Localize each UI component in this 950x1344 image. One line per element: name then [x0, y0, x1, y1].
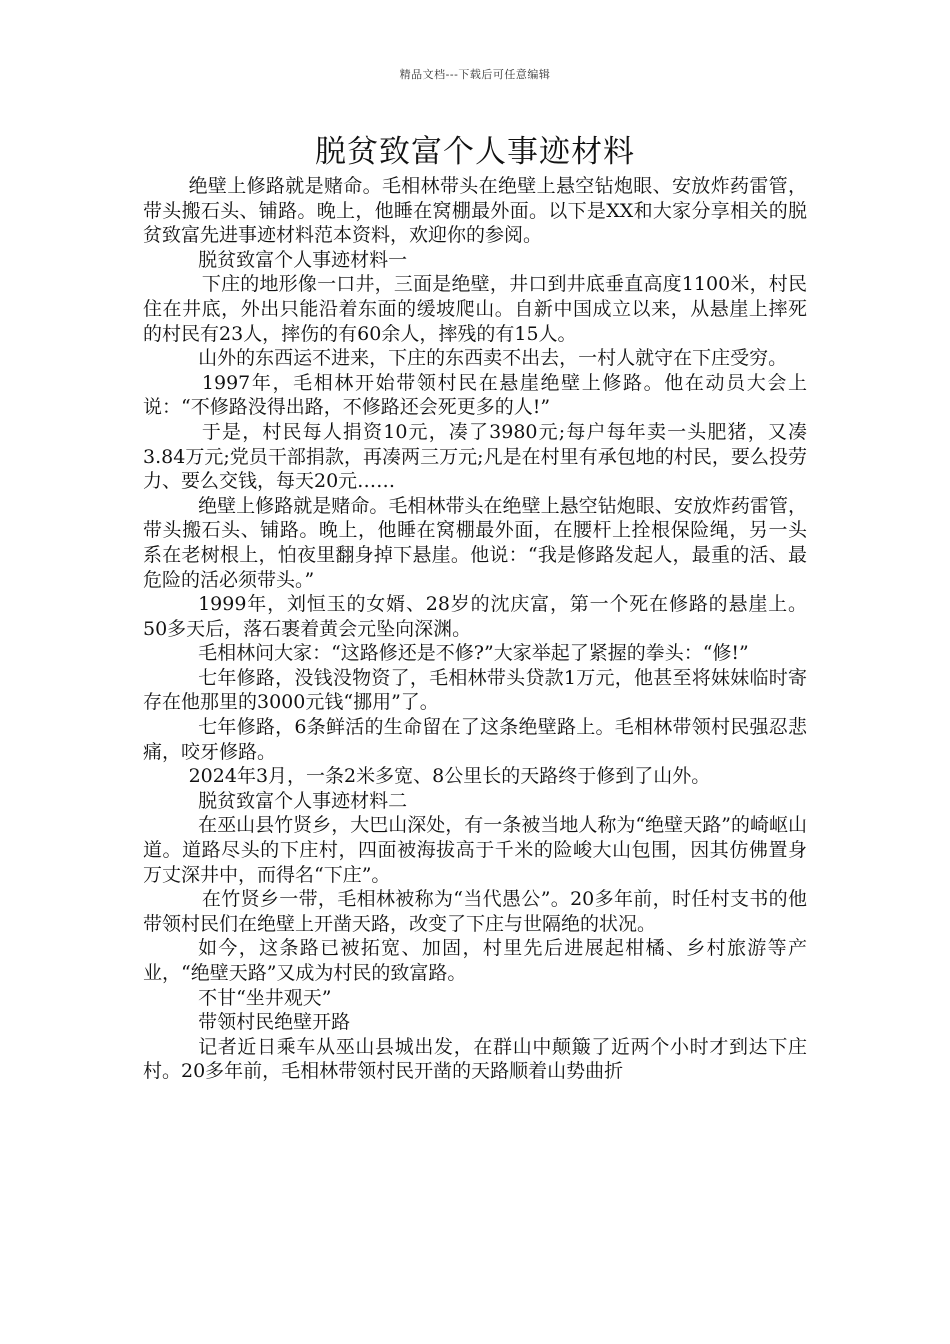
section-heading-1: 脱贫致富个人事迹材料一: [198, 248, 408, 271]
body-paragraph: 七年修路，没钱没物资了，毛相林带头贷款1万元，他甚至将妹妹临时寄存在他那里的3000元钱“挪用”了。: [143, 666, 807, 714]
body-paragraph: 2024年3月，一条2米多宽、8公里长的天路终于修到了山外。: [188, 765, 711, 788]
body-paragraph: 在竹贤乡一带，毛相林被称为“当代愚公”。20多年前，时任村支书的他带领村民们在绝壁上开凿天路，改变了下庄与世隔绝的状况。: [143, 888, 807, 935]
subheading: 带领村民绝壁开路: [198, 1011, 351, 1034]
body-paragraph: 记者近日乘车从巫山县城出发，在群山中颠簸了近两个小时才到达下庄村。20多年前，毛相林带领村民开凿的天路顺着山势曲折: [143, 1035, 807, 1083]
document-body: [143, 174, 807, 1084]
page-header: 精品文档---下载后可任意编辑: [399, 68, 551, 81]
body-paragraph: 于是，村民每人捐资10元，凑了3980元;每户每年卖一头肥猪，又凑3.84万元;党员干部捐款，再凑两三万元;凡是在村里有承包地的村民，要么投劳力、要么交钱，每天20元……: [143, 420, 807, 493]
intro-paragraph: 绝壁上修路就是赌命。毛相林带头在绝壁上悬空钻炮眼、安放炸药雷管，带头搬石头、铺路。晚上，他睡在窝棚最外面。以下是XX和大家分享相关的脱贫致富先进事迹材料范本资料，欢迎你的参阅。: [143, 175, 807, 247]
body-paragraph: 山外的东西运不进来，下庄的东西卖不出去，一村人就守在下庄受穷。: [198, 347, 788, 370]
section-heading-2: 脱贫致富个人事迹材料二: [198, 789, 408, 812]
body-paragraph: 绝壁上修路就是赌命。毛相林带头在绝壁上悬空钻炮眼、安放炸药雷管，带头搬石头、铺路。晚上，他睡在窝棚最外面，在腰杆上拴根保险绳，另一头系在老树根上，怕夜里翻身掉下悬崖。他说：“我是修路发起人，最重的活、最危险的活必须带头。”: [143, 494, 807, 591]
body-paragraph: 在巫山县竹贤乡，大巴山深处，有一条被当地人称为“绝壁天路”的崎岖山道。道路尽头的下庄村，四面被海拔高于千米的险峻大山包围，因其仿佛置身万丈深井中，而得名“下庄”。: [143, 814, 807, 886]
body-paragraph: 下庄的地形像一口井，三面是绝壁，井口到井底垂直高度1100米，村民住在井底，外出只能沿着东面的缓坡爬山。自新中国成立以来，从悬崖上摔死的村民有23人，摔伤的有60余人，摔残的有15人。: [143, 273, 807, 345]
subheading: 不甘“坐井观天”: [198, 986, 332, 1009]
body-paragraph: 1997年，毛相林开始带领村民在悬崖绝壁上修路。他在动员大会上说：“不修路没得出路，不修路还会死更多的人!”: [143, 371, 807, 419]
document-title: 脱贫致富个人事迹材料: [315, 134, 635, 170]
body-paragraph: 毛相林问大家：“这路修还是不修?”大家举起了紧握的拳头：“修!”: [198, 642, 749, 665]
body-paragraph: 如今，这条路已被拓宽、加固，村里先后进展起柑橘、乡村旅游等产业，“绝壁天路”又成为村民的致富路。: [143, 937, 807, 984]
body-paragraph: 七年修路，6条鲜活的生命留在了这条绝壁路上。毛相林带领村民强忍悲痛，咬牙修路。: [143, 716, 807, 763]
body-paragraph: 1999年，刘恒玉的女婿、28岁的沈庆富，第一个死在修路的悬崖上。50多天后，落石裹着黄会元坠向深渊。: [143, 593, 807, 640]
